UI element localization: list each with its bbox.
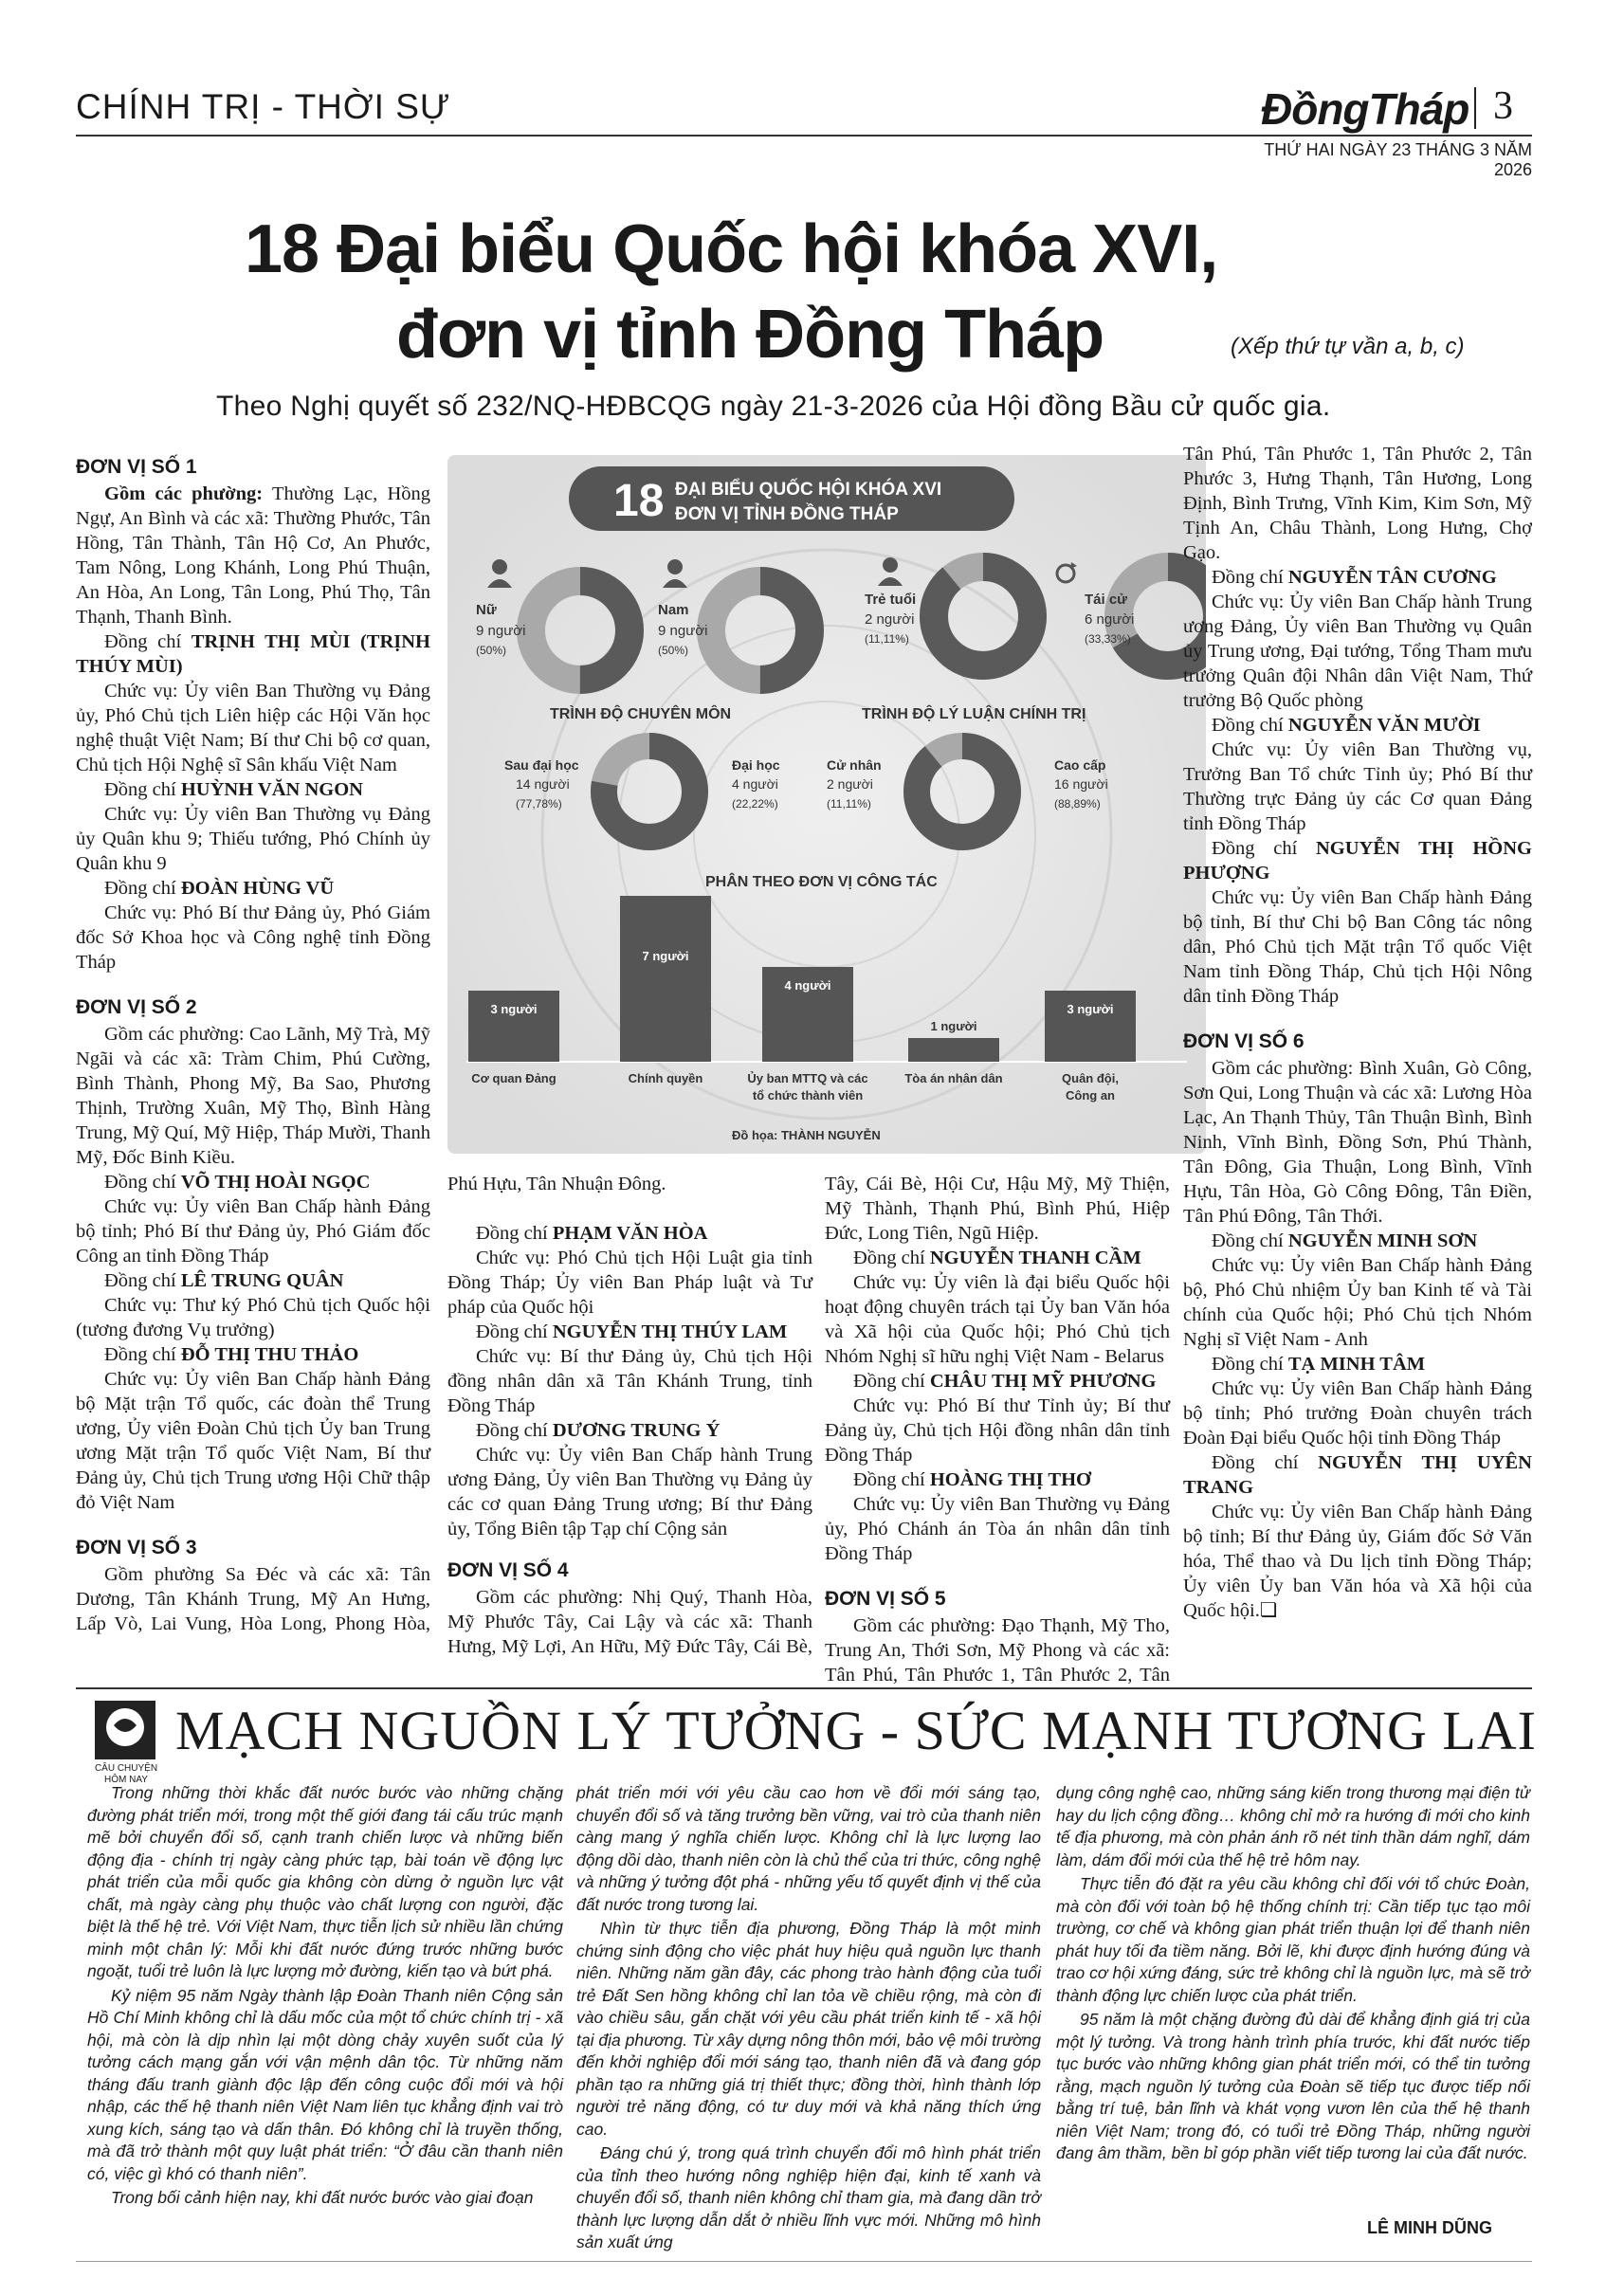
masthead-logo: ĐồngTháp — [1261, 84, 1469, 134]
bar-value-label: 4 người — [784, 978, 831, 993]
role-text: Chức vụ: Ủy viên Ban Chấp hành Đảng bộ tỉnh; Bí thư Đảng ủy, Giám đốc Sở Văn hóa, Thể thao và Du lịch tỉnh Đồng Tháp; Ủy viên Ủy ban Văn hóa và Xã hội của Quốc hội. — [1183, 1502, 1532, 1621]
bar-category-label: Chính quyền — [628, 1071, 703, 1085]
donut-3-text — [865, 592, 916, 646]
donut-4-label: Tái cử — [1085, 592, 1128, 608]
editorial-paragraph: phát triển mới với yêu cầu cao hơn về đổi mới sáng tạo, chuyển đổi số và tăng trưởng bền vững, vai trò của thanh niên càng mang ý nghĩa chiến lược. Không chỉ là lực lượng lao động dồi dào, thanh niên còn là chủ thể của tri thức, công nghệ và những ý tưởng đột phá - những yếu tố quyết định vị thế của đất nước trong tương lai. — [576, 1783, 1041, 1914]
unit-2-delegate-3-role: Chức vụ: Ủy viên Ban Chấp hành Đảng bộ Mặt trận Tổ quốc, các đoàn thể Trung ương, Ủy viên Đoàn Chủ tịch Ủy ban Trung ương Mặt trận Tổ quốc Việt Nam, Bí thư Đảng ủy, Chủ tịch Trung ương Hội Chữ thập đỏ Việt Nam — [76, 1369, 430, 1513]
prefix: Đồng chí — [104, 1344, 181, 1365]
headline-note: (Xếp thứ tự vần a, b, c) — [1231, 334, 1465, 359]
unit-5-delegate-2-role: Chức vụ: Ủy viên Ban Thường vụ, Trưởng Ban Tổ chức Tỉnh ủy; Phó Bí thư Thường trực Đảng ủy các Cơ quan Đảng tỉnh Đồng Tháp — [1183, 739, 1532, 834]
unit-3-delegate-1-role: Chức vụ: Phó Chủ tịch Hội Luật gia tỉnh Đồng Tháp; Ủy viên Ban Pháp luật và Tư pháp của Quốc hội — [447, 1248, 812, 1318]
unit-2-title: ĐƠN VỊ SỐ 2 — [76, 996, 197, 1018]
prof-a-count: 14 người — [516, 776, 570, 792]
prefix: Đồng chí — [1212, 1230, 1288, 1251]
donut-2-count: 9 người — [658, 623, 708, 639]
donut-2-pct: (50%) — [658, 644, 689, 657]
pol-b-count: 16 người — [1054, 776, 1108, 792]
unit-1-area-text: Thường Lạc, Hồng Ngự, An Bình và các xã: Thường Phước, Tân Hồng, Tân Thành, Tân Hộ Cơ, An Phước, Tam Nông, Long Khánh, Long Phú Thuận, An Hòa, An Long, Tân Long, Phú Thọ, Tân Thạnh, Thanh Bình. — [76, 483, 430, 628]
pol-a-count: 2 người — [827, 776, 873, 792]
editorial-paragraph: 95 năm là một chặng đường đủ dài để khẳng định giá trị của một lý tưởng. Và trong hành trình phía trước, khi đất nước tiếp tục bước vào những không gian phát triển mới, có thể tin tưởng rằng, mạch nguồn lý tưởng của Đoàn sẽ tiếp tục được tiếp nối bằng trí tuệ, bản lĩnh và khát vọng vươn lên của thế hệ thanh niên Việt Nam; trong đó, có tuổi trẻ Đồng Tháp, những người đang âm thầm, bền bỉ góp phần viết tiếp tương lai của đất nước. — [1056, 2010, 1530, 2162]
editorial-paragraph: Kỷ niệm 95 năm Ngày thành lập Đoàn Thanh niên Cộng sản Hồ Chí Minh không chỉ là dấu mốc của một tổ chức chính trị - xã hội, mà còn là dịp nhìn lại một dòng chảy xuyên suốt của lý tưởng cách mạng gắn với vận mệnh dân tộc. Từ những năm tháng đấu tranh giành độc lập đến công cuộc đổi mới và hội nhập, các thế hệ thanh niên Việt Nam liên tục khẳng định vai trò xung kích, sáng tạo và dấn thân. Đó không chỉ là truyền thống, mà đã trở thành một quy luật phát triển: “Ở đâu cần thanh niên có, việc gì khó có thanh niên”. — [87, 1985, 563, 2183]
unit-1-delegate-2 — [76, 777, 430, 802]
editorial-column-2 — [576, 1782, 1041, 2256]
prefix: Đồng chí — [104, 1172, 181, 1193]
prefix: Đồng chí — [476, 1223, 553, 1244]
unit-3-area-continued-text: Phú Hựu, Tân Nhuận Đông. — [447, 1174, 666, 1194]
delegate-name: TRỊNH THỊ MÙI (TRỊNH THÚY MÙI) — [76, 631, 430, 677]
delegate-name: NGUYỄN MINH SƠN — [1287, 1230, 1478, 1251]
delegate-name: HUỲNH VĂN NGON — [180, 779, 363, 800]
unit-5-area-continued: Tân Phú, Tân Phước 1, Tân Phước 2, Tân Phước 3, Hưng Thạnh, Tân Hương, Long Định, Bình Trưng, Vĩnh Kim, Kim Sơn, Mỹ Tịnh An, Châu Thành, Long Hưng, Chợ Gạo. — [1183, 444, 1532, 563]
delegate-name: TẠ MINH TÂM — [1287, 1354, 1426, 1375]
bar — [620, 896, 711, 1062]
donut-1-label: Nữ — [476, 602, 497, 618]
unit-4-area-part1: Gồm các phường: Nhị Quý, Thanh Hòa, Mỹ Phước Tây, Cai Lậy và các xã: Thanh Hưng, Mỹ Lợi, An Hữu, Mỹ Đức Tây, Cái Bè, — [447, 1587, 812, 1657]
bar-category-label: Tòa án nhân dân — [904, 1071, 1003, 1085]
prof-b-count: 4 người — [732, 776, 778, 792]
prefix: Đồng chí — [104, 1270, 181, 1291]
unit-2-delegate-1 — [76, 1170, 430, 1194]
editorial-paragraph: Trong bối cảnh hiện nay, khi đất nước bước vào giai đoạn — [111, 2188, 534, 2207]
delegate-name: NGUYỄN THANH CẦM — [929, 1248, 1141, 1268]
badge-number: 18 — [613, 476, 665, 526]
bar-category-label: Cơ quan Đảng — [471, 1071, 557, 1085]
unit-4-delegate-3 — [825, 1467, 1170, 1492]
donut-3-label: Trẻ tuổi — [865, 592, 917, 608]
unit-1-area-lead: Gồm các phường: — [104, 483, 264, 504]
editorial-paragraph: dụng công nghệ cao, những sáng kiến trong thương mại điện tử hay du lịch cộng đồng… không chỉ mở ra hướng đi mới cho kinh tế địa phương, mà còn phản ánh rõ nét tinh thần dám nghĩ, dám làm, dám đổi mới của thế hệ trẻ hôm nay. — [1056, 1783, 1530, 1869]
bar-value-label: 1 người — [930, 1019, 977, 1033]
unit-2-delegate-3 — [76, 1342, 430, 1367]
unit-2-delegate-2-role: Chức vụ: Thư ký Phó Chủ tịch Quốc hội (tương đương Vụ trưởng) — [76, 1295, 430, 1340]
section-units: PHÂN THEO ĐƠN VỊ CÔNG TÁC — [705, 874, 938, 890]
delegate-name: NGUYỄN THỊ HỒNG PHƯỢNG — [1183, 838, 1532, 884]
unit-3-delegate-3 — [447, 1418, 812, 1443]
unit-4-delegate-1-role: Chức vụ: Ủy viên là đại biểu Quốc hội hoạt động chuyên trách tại Ủy ban Văn hóa và Xã hội của Quốc hội; Phó Chủ tịch Nhóm Nghị sĩ hữu nghị Việt Nam - Belarus — [825, 1272, 1170, 1367]
headline-line-1: 18 Đại biểu Quốc hội khóa XVI, — [245, 211, 1218, 287]
prefix: Đồng chí — [476, 1321, 553, 1342]
unit-5-area-part1: Gồm các phường: Đạo Thạnh, Mỹ Tho, Trung An, Thới Sơn, Mỹ Phong và các xã: Tân Phú, Tân Phước 1, Tân Phước 2, Tân — [825, 1615, 1170, 1686]
unit-6-delegate-2 — [1183, 1352, 1532, 1376]
page-number: 3 — [1493, 84, 1513, 128]
infographic-svg — [447, 455, 1206, 1154]
unit-1-title: ĐƠN VỊ SỐ 1 — [76, 456, 197, 478]
pol-a-label: Cử nhân — [827, 757, 882, 773]
unit-5-delegate-1-role: Chức vụ: Ủy viên Ban Chấp hành Trung ương Đảng, Ủy viên Ban Thường vụ Quân ủy Trung ương, Đại tướng, Tổng Tham mưu trưởng Quân đội Nhân dân Việt Nam, Thứ trưởng Bộ Quốc phòng — [1183, 592, 1532, 711]
delegate-name: ĐỖ THỊ THU THẢO — [180, 1344, 359, 1365]
unit-1-delegate-3 — [76, 876, 430, 901]
bar-category-label: Công an — [1066, 1088, 1115, 1102]
unit-5-delegate-3 — [1183, 836, 1532, 885]
unit-3-title: ĐƠN VỊ SỐ 3 — [76, 1537, 197, 1558]
unit-6-title: ĐƠN VỊ SỐ 6 — [1183, 1030, 1305, 1052]
prof-b-label: Đại học — [732, 757, 780, 773]
pol-a-pct: (11,11%) — [827, 797, 871, 811]
editorial-paragraph: Thực tiễn đó đặt ra yêu cầu không chỉ đối với tổ chức Đoàn, mà còn đối với toàn bộ hệ thống chính trị: Cần tiếp tục tạo môi trường, cơ chế và không gian phát triển thuận lợi để thanh niên phát huy tối đa tiềm năng. Bởi lẽ, khi được định hướng đúng và trao cơ hội xứng đáng, sức trẻ không chỉ là nguồn lực, mà sẽ trở thành động lực chiến lược của phát triển. — [1056, 1874, 1530, 2005]
unit-4-area-continued — [825, 1172, 1170, 1246]
pol-b-pct: (88,89%) — [1054, 797, 1101, 811]
unit-4-delegate-1 — [825, 1246, 1170, 1270]
section-label: CHÍNH TRỊ - THỜI SỰ — [76, 87, 451, 126]
donut-3-pct: (11,11%) — [865, 632, 909, 646]
bar-category-label: Ủy ban MTTQ và các — [747, 1071, 868, 1085]
unit-6-delegate-3-role — [1183, 1500, 1532, 1623]
prefix: Đồng chí — [853, 1371, 930, 1392]
editorial-paragraph: Nhìn từ thực tiễn địa phương, Đồng Tháp là một minh chứng sinh động cho việc phát huy hiệu quả nguồn lực thanh niên. Những năm gần đây, các phong trào hành động của tuổi trẻ Đất Sen hồng không chỉ lan tỏa về chiều rộng, mà còn đi vào chiều sâu, gắn chặt với yêu cầu phát triển kinh tế - xã hội tại địa phương. Từ xây dựng nông thôn mới, bảo vệ môi trường đến khởi nghiệp đổi mới sáng tạo, thanh niên đã và đang góp phần tạo ra những giá trị thiết thực; đồng thời, hình thành lớp người trẻ năng động, có tư duy mới và khả năng thích ứng cao. — [576, 1919, 1041, 2139]
unit-3-area-continued — [447, 1172, 812, 1221]
unit-4-delegate-2-role: Chức vụ: Phó Bí thư Tỉnh ủy; Bí thư Đảng ủy, Chủ tịch Hội đồng nhân dân tỉnh Đồng Tháp — [825, 1395, 1170, 1466]
banner-line-1: ĐẠI BIỂU QUỐC HỘI KHÓA XVI — [675, 480, 942, 500]
end-mark: ❏ — [1259, 1600, 1278, 1621]
prefix: Đồng chí — [1212, 838, 1316, 859]
delegate-name: LÊ TRUNG QUÂN — [180, 1270, 344, 1291]
donut-2-label: Nam — [658, 602, 689, 618]
unit-6-delegate-1-role: Chức vụ: Ủy viên Ban Chấp hành Đảng bộ, Phó Chủ nhiệm Ủy ban Kinh tế và Tài chính của Quốc hội; Phó Chủ tịch Nhóm Nghị sĩ Việt Nam - Anh — [1183, 1255, 1532, 1350]
donut-4-count: 6 người — [1085, 611, 1135, 628]
prefix: Đồng chí — [1212, 1354, 1288, 1375]
unit-1-delegate-3-role: Chức vụ: Phó Bí thư Đảng ủy, Phó Giám đốc Sở Khoa học và Công nghệ tỉnh Đồng Tháp — [76, 902, 430, 973]
article-column-2 — [447, 1172, 812, 1659]
delegate-name: NGUYỄN TÂN CƯƠNG — [1287, 567, 1497, 588]
unit-2-delegate-1-role: Chức vụ: Ủy viên Ban Chấp hành Đảng bộ tỉnh; Phó Bí thư Đảng ủy, Phó Giám đốc Công an tỉnh Đồng Tháp — [76, 1196, 430, 1266]
delegate-name: ĐOÀN HÙNG VŨ — [180, 878, 335, 899]
article-column-4 — [1183, 442, 1532, 1623]
prefix: Đồng chí — [104, 631, 192, 652]
unit-1-area — [76, 482, 430, 629]
unit-6-delegate-2-role: Chức vụ: Ủy viên Ban Chấp hành Đảng bộ tỉnh; Phó trưởng Đoàn chuyên trách Đoàn Đại biểu Quốc hội tỉnh Đồng Tháp — [1183, 1378, 1532, 1449]
bar-value-label: 3 người — [1067, 1002, 1114, 1016]
unit-6-delegate-3 — [1183, 1450, 1532, 1500]
bar-value-label: 3 người — [490, 1002, 538, 1016]
editorial-paragraph: Đáng chú ý, trong quá trình chuyển đổi mô hình phát triển của tỉnh theo hướng nông nghiệp hiện đại, kinh tế xanh và chuyển đổi số, thanh niên không chỉ tham gia, mà đang dần trở thành lực lượng dẫn dắt ở nhiều lĩnh vực mới. Những mô hình sản xuất ứng — [576, 2143, 1041, 2251]
delegate-name: VÕ THỊ HOÀI NGỌC — [180, 1172, 371, 1193]
unit-6-area: Gồm các phường: Bình Xuân, Gò Công, Sơn Qui, Long Thuận và các xã: Lương Hòa Lạc, An Thạnh Thủy, Tân Thuận Bình, Bình Ninh, Vĩnh Bình, Đồng Sơn, Phú Thành, Tân Đông, Gia Thuận, Long Bình, Vĩnh Hựu, Tân Hòa, Gò Công Đông, Tân Điền, Tân Phú Đông, Tân Thới. — [1183, 1058, 1532, 1227]
unit-4-delegate-3-role: Chức vụ: Ủy viên Ban Thường vụ Đảng ủy, Phó Chánh án Tòa án nhân dân tỉnh Đồng Tháp — [825, 1494, 1170, 1564]
unit-4-delegate-2 — [825, 1369, 1170, 1394]
bar — [908, 1038, 999, 1062]
editorial-column-1 — [87, 1782, 563, 2212]
delegate-name: NGUYỄN THỊ UYÊN TRANG — [1183, 1452, 1532, 1498]
prof-b-pct: (22,22%) — [732, 797, 778, 811]
unit-1-delegate-1-role: Chức vụ: Ủy viên Ban Thường vụ Đảng ủy, Phó Chủ tịch Liên hiệp các Hội Văn học nghệ thuật Việt Nam; Bí thư Chi bộ cơ quan, Chủ tịch Hội Nghệ sĩ Sân khấu Việt Nam — [76, 681, 430, 775]
dateline: THỨ HAI NGÀY 23 THÁNG 3 NĂM 2026 — [1264, 140, 1532, 179]
editorial-logo-svg — [87, 1697, 163, 1763]
pol-b-label: Cao cấp — [1054, 757, 1106, 773]
bar-category-label: tổ chức thành viên — [752, 1088, 864, 1102]
prof-a-label: Sau đại học — [504, 757, 579, 773]
unit-6-delegate-1 — [1183, 1229, 1532, 1253]
donut-4-text — [1085, 592, 1134, 646]
section-professional: TRÌNH ĐỘ CHUYÊN MÔN — [550, 706, 732, 722]
unit-3-delegate-2-role: Chức vụ: Bí thư Đảng ủy, Chủ tịch Hội đồng nhân dân xã Tân Khánh Trung, tỉnh Đồng Tháp — [447, 1346, 812, 1416]
editorial-byline: LÊ MINH DŨNG — [1367, 2218, 1492, 2237]
editorial-column-3 — [1056, 1782, 1530, 2167]
unit-4-area-tail: Tây, Cái Bè, Hội Cư, Hậu Mỹ, Mỹ Thiện, Mỹ Thành, Thạnh Phú, Bình Phú, Hiệp Đức, Long Tiên, Ngũ Hiệp. — [825, 1174, 1170, 1244]
infographic-credit: Đồ họa: THÀNH NGUYỄN — [732, 1128, 881, 1142]
subheadline: Theo Nghị quyết số 232/NQ-HĐBCQG ngày 21-3-2026 của Hội đồng Bầu cử quốc gia. — [216, 391, 1331, 422]
unit-2-delegate-2 — [76, 1268, 430, 1293]
headline-line-2: đơn vị tỉnh Đồng Tháp — [396, 297, 1104, 373]
unit-3-delegate-1 — [447, 1221, 812, 1246]
prof-a-pct: (77,78%) — [516, 797, 562, 811]
donut-4-pct: (33,33%) — [1085, 632, 1131, 646]
donut-1-count: 9 người — [476, 623, 526, 639]
prefix: Đồng chí — [1212, 1452, 1319, 1473]
editorial-paragraph: Trong những thời khắc đất nước bước vào những chặng đường phát triển mới, trong một thế giới đang tái cấu trúc mạnh mẽ bởi chuyển đổi số, cạnh tranh chiến lược và những biến động địa - chính trị ngày càng phức tạp, bài toán về động lực phát triển của mỗi quốc gia không còn dừng ở nguồn lực vật chất, mà ngày càng phụ thuộc vào chất lượng con người, đặc biệt là thế hệ trẻ. Với Việt Nam, thực tiễn lịch sử nhiều lần chứng minh một chân lý: Mỗi khi đất nước đứng trước những bước ngoặt, tuổi trẻ luôn là lực lượng mở đường, kiến tạo và bứt phá. — [87, 1783, 563, 1980]
unit-5-delegate-3-role: Chức vụ: Ủy viên Ban Chấp hành Đảng bộ tỉnh, Bí thư Chi bộ Ban Công tác nông dân, Phó Chủ tịch Mặt trận Tổ quốc Việt Nam tỉnh Đồng Tháp, Chủ tịch Hội Nông dân tỉnh Đồng Tháp — [1183, 887, 1532, 1007]
delegate-name: NGUYỄN THỊ THÚY LAM — [552, 1321, 788, 1342]
prefix: Đồng chí — [853, 1248, 930, 1268]
unit-5-title: ĐƠN VỊ SỐ 5 — [825, 1588, 946, 1610]
unit-3-delegate-3-role: Chức vụ: Ủy viên Ban Chấp hành Trung ương Đảng, Ủy viên Ban Thường vụ Đảng ủy các cơ quan Đảng Trung ương; Bí thư Đảng ủy, Tổng Biên tập Tạp chí Cộng sản — [447, 1445, 812, 1540]
editorial-logo — [87, 1697, 163, 1763]
delegate-name: NGUYỄN VĂN MƯỜI — [1287, 715, 1481, 736]
delegate-name: PHẠM VĂN HÒA — [552, 1223, 708, 1244]
delegate-name: DƯƠNG TRUNG Ý — [552, 1420, 721, 1441]
unit-5-delegate-2 — [1183, 713, 1532, 738]
donut-1-pct: (50%) — [476, 644, 507, 657]
editorial-title: MẠCH NGUỒN LÝ TƯỞNG - SỨC MẠNH TƯƠNG LAI — [175, 1700, 1537, 1761]
prefix: Đồng chí — [1212, 567, 1288, 588]
footer-rule — [76, 2261, 1532, 2262]
unit-3-area-part1: Gồm phường Sa Đéc và các xã: Tân Dương, Tân Khánh Trung, Mỹ An Hưng, Lấp Vò, Lai Vung, Hòa Long, Phong Hòa, — [76, 1564, 430, 1634]
unit-3-delegate-2 — [447, 1320, 812, 1344]
unit-2-area: Gồm các phường: Cao Lãnh, Mỹ Trà, Mỹ Ngãi và các xã: Tràm Chim, Phú Cường, Bình Thành, Phong Mỹ, Ba Sao, Phương Thịnh, Trường Xuân, Mỹ Thọ, Bình Hàng Trung, Mỹ Quí, Mỹ Hiệp, Tháp Mười, Thanh Mỹ, Đốc Binh Kiều. — [76, 1024, 430, 1168]
article-column-1 — [76, 442, 430, 1636]
unit-1-delegate-2-role: Chức vụ: Ủy viên Ban Thường vụ Đảng ủy Quân khu 9; Thiếu tướng, Phó Chính ủy Quân khu 9 — [76, 804, 430, 874]
editorial-logo-label: CÂU CHUYỆN HÔM NAY — [94, 1763, 158, 1785]
unit-5-delegate-1 — [1183, 565, 1532, 590]
section-political: TRÌNH ĐỘ LÝ LUẬN CHÍNH TRỊ — [862, 706, 1086, 722]
prefix: Đồng chí — [104, 779, 181, 800]
prefix: Đồng chí — [476, 1420, 553, 1441]
infographic — [447, 455, 1206, 1154]
delegate-name: HOÀNG THỊ THƠ — [929, 1469, 1091, 1490]
unit-4-title: ĐƠN VỊ SỐ 4 — [447, 1559, 569, 1581]
banner-line-2: ĐƠN VỊ TỈNH ĐỒNG THÁP — [675, 504, 899, 524]
delegate-name: CHÂU THỊ MỸ PHƯƠNG — [929, 1371, 1157, 1392]
unit-1-delegate-1 — [76, 629, 430, 679]
prefix: Đồng chí — [1212, 715, 1288, 736]
prefix: Đồng chí — [104, 878, 181, 899]
donut-3-count: 2 người — [865, 611, 915, 628]
bar-category-label: Quân đội, — [1062, 1071, 1119, 1085]
header-rule — [76, 135, 1532, 137]
prefix: Đồng chí — [853, 1469, 930, 1490]
article-column-3 — [825, 1172, 1170, 1687]
masthead-separator — [1474, 87, 1476, 129]
bar-value-label: 7 người — [642, 949, 689, 963]
